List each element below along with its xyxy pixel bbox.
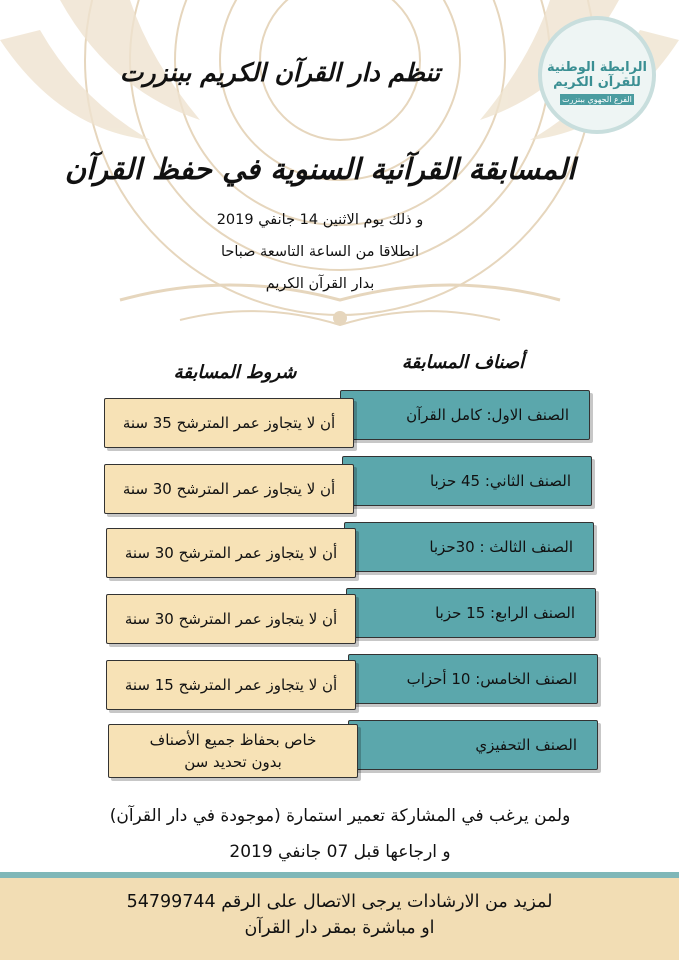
categories-heading: أصناف المسابقة [401,352,525,373]
registration-line2: و ارجاعها قبل 07 جانفي 2019 [229,842,451,862]
special-condition-line1: خاص بحفاظ جميع الأصناف [149,731,317,749]
category-box-2: الصنف الثاني: 45 حزبا [342,456,592,506]
special-condition-line2: بدون تحديد سن [184,753,282,771]
conditions-heading: شروط المسابقة [173,362,297,383]
registration-line1: ولمن يرغب في المشاركة تعمير استمارة (موجودة في دار القرآن) [109,806,571,826]
condition-box-5: أن لا يتجاوز عمر المترشح 15 سنة [106,660,356,710]
organizer-heading: تنظم دار القرآن الكريم ببنزرت [119,58,441,87]
condition-box-4: أن لا يتجاوز عمر المترشح 30 سنة [106,594,356,644]
event-place: بدار القرآن الكريم [265,276,375,292]
category-box-1: الصنف الاول: كامل القرآن [340,390,590,440]
logo-badge [538,16,656,134]
condition-box-3: أن لا يتجاوز عمر المترشح 30 سنة [106,528,356,578]
contact-line1: لمزيد من الارشادات يرجى الاتصال على الرقم 54799744 [126,892,553,912]
category-box-5: الصنف الخامس: 10 أحزاب [348,654,598,704]
condition-box-1: أن لا يتجاوز عمر المترشح 35 سنة [104,398,354,448]
contact-line2: او مباشرة بمقر دار القرآن [244,918,435,938]
event-time: انطلاقا من الساعة التاسعة صباحا [220,244,420,260]
logo-line1: الرابطة الوطنية [546,60,648,75]
page-title: المسابقة القرآنية السنوية في حفظ القرآن [64,152,576,186]
category-box-6: الصنف التحفيزي [348,720,598,770]
contact-footer [0,878,679,960]
logo-band: الفرع الجهوي ببنزرت [560,94,634,105]
condition-box-6 [108,724,358,778]
event-date: و ذلك يوم الاثنين 14 جانفي 2019 [216,212,424,228]
condition-box-2: أن لا يتجاوز عمر المترشح 30 سنة [104,464,354,514]
logo-line2: للقرآن الكريم [553,75,641,90]
category-box-4: الصنف الرابع: 15 حزبا [346,588,596,638]
category-box-3: الصنف الثالث : 30حزبا [344,522,594,572]
